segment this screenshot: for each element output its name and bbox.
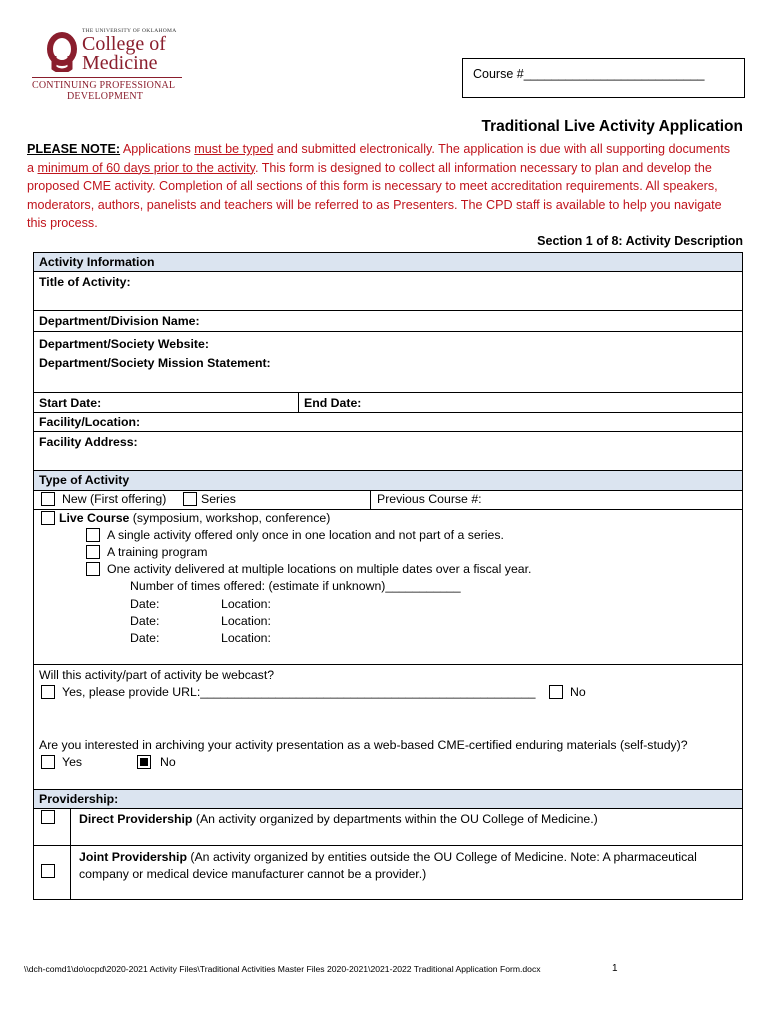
section-label: Section 1 of 8: Activity Description — [537, 234, 743, 248]
please-note-label: PLEASE NOTE: — [27, 142, 121, 156]
facility-label[interactable]: Facility/Location: — [39, 415, 141, 429]
archive-question: Are you interested in archiving your activity presentation as a web-based CME-certified enduring materials (self-study)? — [39, 738, 688, 752]
direct-providership-label — [79, 811, 598, 827]
single-activity-checkbox[interactable] — [86, 528, 100, 542]
webcast-yes-label[interactable]: Yes, please provide URL:_________________________________________________ — [62, 685, 536, 699]
website-label[interactable]: Department/Society Website: — [39, 337, 209, 351]
archive-no-checkbox[interactable] — [137, 755, 151, 769]
location-label: Location: — [221, 597, 271, 611]
location-label: Location: — [221, 631, 271, 645]
divider — [33, 664, 743, 665]
archive-yes-label: Yes — [62, 755, 83, 769]
direct-providership-checkbox[interactable] — [41, 810, 55, 824]
training-program-checkbox[interactable] — [86, 545, 100, 559]
type-of-activity-header-bar — [34, 471, 742, 490]
start-date-label[interactable]: Start Date: — [39, 396, 102, 410]
logo-dept-line2: DEVELOPMENT — [67, 91, 144, 102]
joint-providership-bold: Joint Providership — [79, 850, 187, 864]
end-date-label[interactable]: End Date: — [304, 396, 362, 410]
divider — [370, 490, 371, 509]
direct-providership-rest: (An activity organized by departments within the OU College of Medicine.) — [192, 812, 598, 826]
logo-college-line2: Medicine — [82, 52, 158, 74]
divider — [70, 808, 71, 899]
joint-providership-label — [79, 849, 697, 865]
webcast-question: Will this activity/part of activity be webcast? — [39, 668, 275, 682]
archive-yes-checkbox[interactable] — [41, 755, 55, 769]
location-label: Location: — [221, 614, 271, 628]
ou-monogram-icon — [46, 32, 78, 72]
logo-university: THE UNIVERSITY OF OKLAHOMA — [82, 28, 177, 34]
joint-providership-checkbox[interactable] — [41, 864, 55, 878]
divider — [33, 412, 743, 413]
series-label: Series — [201, 492, 236, 506]
live-course-rest: (symposium, workshop, conference) — [129, 511, 331, 525]
times-offered-label[interactable]: Number of times offered: (estimate if unknown)___________ — [130, 579, 461, 593]
previous-course-label[interactable]: Previous Course #: — [377, 492, 482, 506]
note-text-1: Applications — [120, 142, 195, 156]
logo-divider — [32, 77, 182, 78]
divider — [33, 431, 743, 432]
mission-label[interactable]: Department/Society Mission Statement: — [39, 356, 271, 370]
live-course-bold: Live Course — [59, 511, 130, 525]
please-note-paragraph — [27, 140, 737, 233]
providership-heading: Providership: — [39, 792, 119, 806]
course-number-field[interactable] — [462, 58, 745, 98]
activity-info-heading: Activity Information — [39, 255, 155, 269]
archive-no-label: No — [160, 755, 176, 769]
divider — [298, 392, 299, 412]
training-program-label: A training program — [107, 545, 208, 559]
logo-dept-line1: CONTINUING PROFESSIONAL — [32, 80, 176, 91]
date-label: Date: — [130, 631, 160, 645]
logo-college-line1: College of — [82, 33, 166, 55]
new-offering-label: New (First offering) — [62, 492, 167, 506]
webcast-no-label: No — [570, 685, 586, 699]
title-of-activity-label[interactable]: Title of Activity: — [39, 275, 131, 289]
live-course-checkbox[interactable] — [41, 511, 55, 525]
webcast-no-checkbox[interactable] — [549, 685, 563, 699]
single-activity-label: A single activity offered only once in one location and not part of a series. — [107, 528, 504, 542]
divider — [33, 392, 743, 393]
direct-providership-bold: Direct Providership — [79, 812, 193, 826]
facility-address-label[interactable]: Facility Address: — [39, 435, 138, 449]
divider — [33, 310, 743, 311]
note-text-3: . This form is designed to collect all information necessary to plan and develop the proposed CME activity. Completion of all sections of this form is necessary to meet accreditation requirements. All speakers, moderators, authors, panelists and teachers will be referred to as Presenters. The CPD staff is available to help you navigate this process. — [27, 160, 722, 230]
multiple-locations-label: One activity delivered at multiple locations on multiple dates over a fiscal year. — [107, 562, 532, 576]
note-underline-1: must be typed — [194, 142, 274, 156]
department-label[interactable]: Department/Division Name: — [39, 314, 200, 328]
joint-providership-rest2: company or medical device manufacturer cannot be a provider.) — [79, 867, 427, 881]
divider — [33, 331, 743, 332]
series-checkbox[interactable] — [183, 492, 197, 506]
joint-providership-rest1: (An activity organized by entities outside the OU College of Medicine. Note: A pharmaceutical — [186, 850, 697, 864]
providership-header-bar — [34, 790, 742, 809]
new-offering-checkbox[interactable] — [41, 492, 55, 506]
page-title: Traditional Live Activity Application — [481, 118, 743, 135]
divider — [33, 808, 743, 809]
webcast-yes-checkbox[interactable] — [41, 685, 55, 699]
divider — [33, 271, 743, 272]
divider — [33, 845, 743, 846]
live-course-label — [59, 510, 330, 526]
page-number: 1 — [612, 963, 618, 974]
college-logo — [26, 28, 186, 106]
note-underline-2: minimum of 60 days prior to the activity — [37, 160, 255, 175]
multiple-locations-checkbox[interactable] — [86, 562, 100, 576]
type-of-activity-heading: Type of Activity — [39, 473, 130, 487]
footer-file-path: \\dch-comd1\do\ocpd\2020-2021 Activity Files\Traditional Activities Master Files 2020-2021\2021-2022 Traditional Application Form.docx — [24, 964, 541, 974]
note-text-2: and submitted electronically. The application is due with all supporting documents a — [27, 142, 731, 175]
course-number-label: Course #__________________________ — [473, 67, 705, 81]
date-label: Date: — [130, 614, 160, 628]
date-label: Date: — [130, 597, 160, 611]
